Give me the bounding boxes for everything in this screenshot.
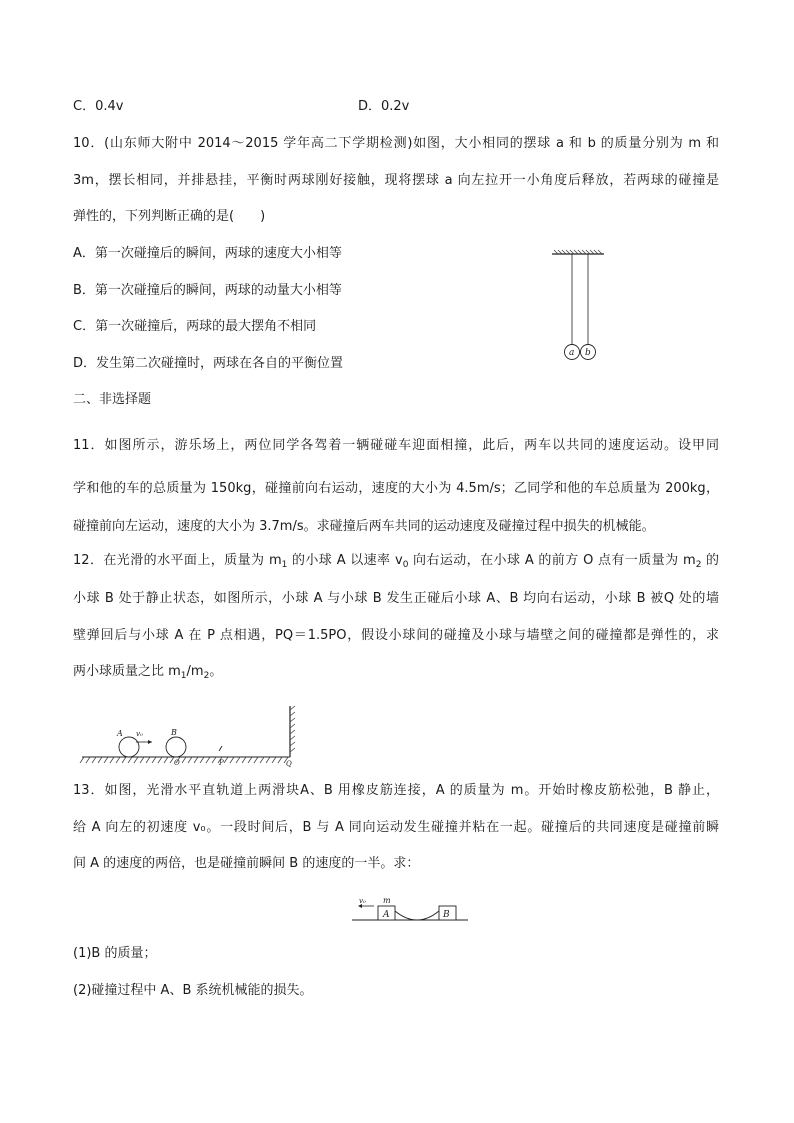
balls-wall-figure (78, 702, 303, 774)
q10-option-b: B．第一次碰撞后的瞬间，两球的动量大小相等 (73, 283, 342, 298)
q11-stem-line2: 学和他的车的总质量为 150kg，碰撞前向右运动，速度的大小为 4.5m/s；乙同学和他的车总质量为 200kg， (73, 481, 719, 496)
q10-stem-line2: 3m，摆长相同，并排悬挂，平衡时两球刚好接触，现将摆球 a 向左拉开一小角度后释放，若两球的碰撞是 (73, 173, 719, 188)
ball-b (166, 737, 186, 757)
q13-sub1: (1)B 的质量； (73, 946, 157, 961)
q12-stem-line3: 壁弹回后与小球 A 在 P 点相遇，PQ＝1.5PO，假设小球间的碰撞及小球与墙壁之间的碰撞都是弹性的，求 (73, 628, 719, 643)
q12-stem-line1: 12．在光滑的水平面上，质量为 $m_1$ 的小球 A 以速率 $v_0$ 向右运动，在小球 A 的前方 O 点有一质量为 $m_2$ 的 (73, 553, 719, 570)
ball-a (119, 737, 139, 757)
section-heading: 二、非选择题 (73, 392, 152, 407)
label-v0-arrow: v₀ (359, 897, 366, 905)
q13-stem-line1: 13．如图，光滑水平直轨道上两滑块A、B 用橡皮筋连接，A 的质量为 m。开始时橡皮筋松弛，B 静止， (73, 783, 719, 798)
q10-option-a: A．第一次碰撞后的瞬间，两球的速度大小相等 (73, 246, 342, 261)
q11-stem-line3: 碰撞前向左运动，速度的大小为 3.7m/s。求碰撞后两车共同的运动速度及碰撞过程中损失的机械能。 (73, 519, 655, 534)
label-slider-a: A (383, 910, 390, 920)
sliders-figure (352, 893, 472, 925)
rubber-band (395, 911, 439, 920)
q11-stem-line1: 11．如图所示，游乐场上，两位同学各驾着一辆碰碰车迎面相撞，此后，两车以共同的速度运动。设甲同 (73, 438, 719, 453)
pendulum-label-a: a (569, 348, 575, 358)
option-d-prev: D．0.2v (358, 99, 410, 114)
q13-stem-line3: 间 A 的速度的两倍，也是碰撞前瞬间 B 的速度的一半。求： (73, 856, 420, 871)
label-b: B (171, 728, 177, 737)
q10-option-d: D．发生第二次碰撞时，两球在各自的平衡位置 (73, 356, 344, 371)
pendulum-label-b: b (585, 348, 591, 358)
q10-option-c: C．第一次碰撞后，两球的最大摆角不相同 (73, 319, 317, 334)
label-slider-b: B (443, 910, 450, 920)
q13-stem-line2: 给 A 向左的初速度 v₀。一段时间后，B 与 A 同向运动发生碰撞并粘在一起。碰撞后的共同速度是碰撞前瞬 (73, 820, 719, 835)
pendulum-figure (548, 250, 608, 365)
q10-stem-line1: 10．(山东师大附中 2014～2015 学年高二下学期检测)如图，大小相同的摆球 a 和 b 的质量分别为 m 和 (73, 136, 719, 151)
label-o: O (174, 759, 180, 767)
q12-stem-line2: 小球 B 处于静止状态，如图所示，小球 A 与小球 B 发生正碰后小球 A、B 均向右运动，小球 B 被Q 处的墙 (73, 591, 719, 606)
q12-stem-line4: 两小球质量之比 $m_1/m_2$。 (73, 664, 223, 681)
label-v0: v₀ (136, 730, 143, 738)
label-q: Q (286, 760, 292, 768)
label-p: P (219, 759, 224, 767)
option-c-prev: C．0.4v (73, 99, 124, 114)
q13-sub2: (2)碰撞过程中 A、B 系统机械能的损失。 (73, 983, 313, 998)
q10-stem-line3: 弹性的，下列判断正确的是( ) (73, 209, 266, 224)
label-a: A (117, 729, 123, 738)
label-m: m (383, 896, 391, 905)
